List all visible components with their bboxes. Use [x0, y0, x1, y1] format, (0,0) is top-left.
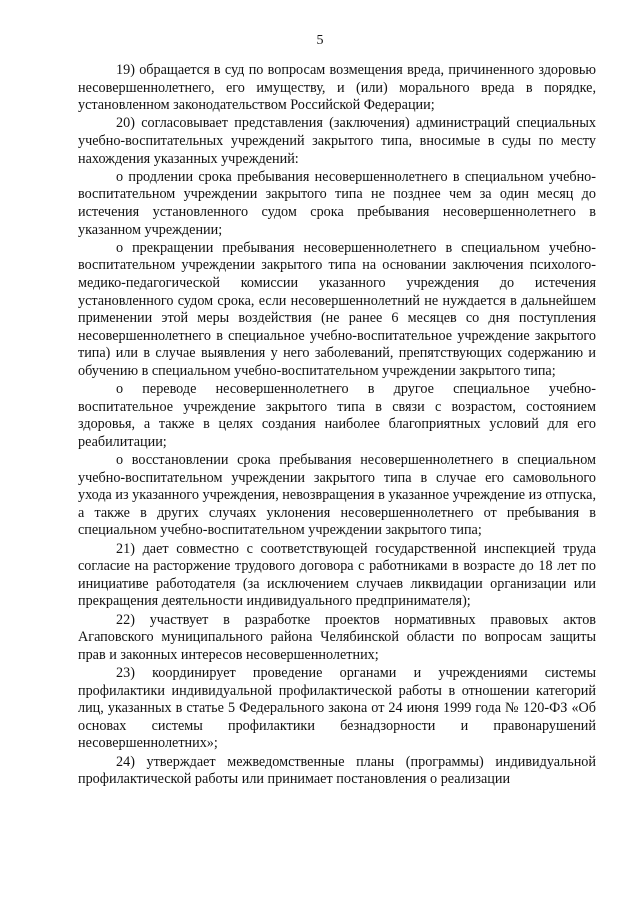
document-body [78, 62, 596, 789]
paragraph-19: 19) обращается в суд по вопросам возмещения вреда, причиненного здоровью несовершеннолетнего, его имуществу, и (или) морального вреда в порядке, установленном законодательством Российской Федерации; [78, 62, 596, 114]
paragraph-20-extension: о продлении срока пребывания несовершеннолетнего в специальном учебно-воспитательном учреждении закрытого типа не позднее чем за один месяц до истечения установленного судом срока пребывания несовершеннолетнего в указанном учреждении; [78, 168, 596, 238]
paragraph-20: 20) согласовывает представления (заключения) администраций специальных учебно-воспитательных учреждений закрытого типа, вносимые в суды по месту нахождения указанных учреждений: [78, 115, 596, 167]
paragraph-21: 21) дает совместно с соответствующей государственной инспекцией труда согласие на расторжение трудового договора с работниками в возрасте до 18 лет по инициативе работодателя (за исключением случаев ликвидации организации или прекращения деятельности индивидуального предпринимателя); [78, 540, 596, 610]
paragraph-24: 24) утверждает межведомственные планы (программы) индивидуальной профилактической работы или принимает постановления о реализации [78, 753, 596, 788]
paragraph-20-termination: о прекращении пребывания несовершеннолетнего в специальном учебно-воспитательном учреждении закрытого типа на основании заключения психолого-медико-педагогической комиссии указанного учреждения до истечения установленного судом срока, если несовершеннолетний не нуждается в дальнейшем применении этой меры воздействия (не ранее 6 месяцев со дня поступления несовершеннолетнего в специальное учебно-воспитательное учреждение закрытого типа) или в случае выявления у него заболеваний, препятствующих содержанию и обучению в специальном учебно-воспитательном учреждении закрытого типа; [78, 239, 596, 379]
paragraph-23: 23) координирует проведение органами и учреждениями системы профилактики индивидуальной профилактической работы в отношении категорий лиц, указанных в статье 5 Федерального закона от 24 июня 1999 года № 120-ФЗ «Об основах системы профилактики безнадзорности и правонарушений несовершеннолетних»; [78, 664, 596, 752]
paragraph-22: 22) участвует в разработке проектов нормативных правовых актов Агаповского муниципального района Челябинской области по вопросам защиты прав и законных интересов несовершеннолетних; [78, 611, 596, 663]
page-number: 5 [316, 33, 324, 48]
paragraph-20-restoration: о восстановлении срока пребывания несовершеннолетнего в специальном учебно-воспитательном учреждении закрытого типа в случае его самовольного ухода из указанного учреждения, невозвращения в указанное учреждение из отпуска, а также в других случаях уклонения несовершеннолетнего от пребывания в специальном учебно-воспитательном учреждении закрытого типа; [78, 452, 596, 539]
paragraph-20-transfer: о переводе несовершеннолетнего в другое специальное учебно-воспитательное учреждение закрытого типа в связи с возрастом, состоянием здоровья, а также в целях создания наиболее благоприятных условий для его реабилитации; [78, 381, 596, 450]
